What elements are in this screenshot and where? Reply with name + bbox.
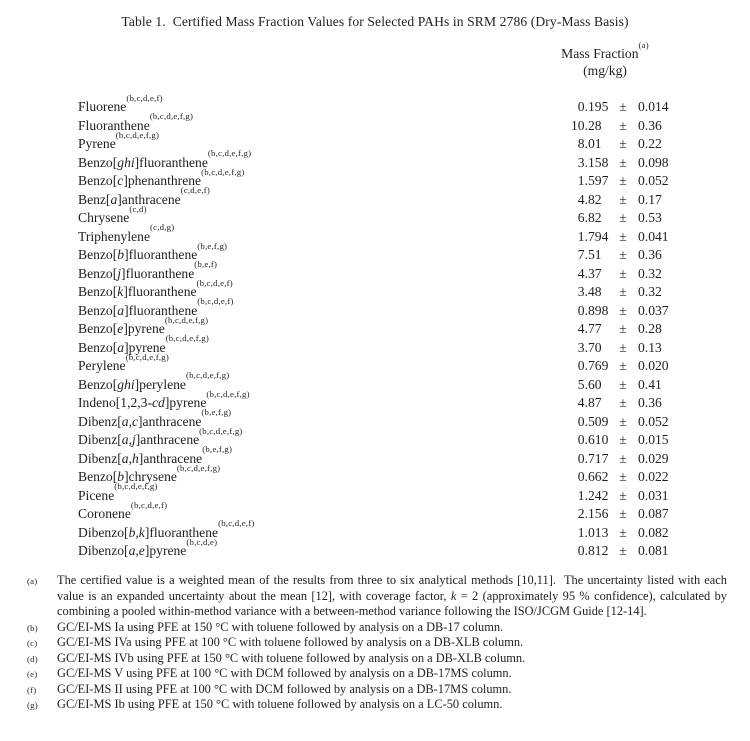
footnote-refs: (b,c,d,e,f): [126, 92, 163, 103]
footnote-refs: (b,c,d,e,f,g): [115, 129, 160, 140]
mass-fraction-value: 1.794: [577, 228, 609, 244]
plus-minus-symbol: ±: [619, 413, 627, 429]
uncertainty-value: 0.32: [638, 284, 662, 299]
uncertainty-value: 0.098: [638, 154, 669, 170]
uncertainty-value: 0.36: [638, 117, 662, 133]
mass-fraction-value: 10.28: [571, 117, 602, 133]
table-row: [78, 431, 708, 450]
compound-name: Triphenylene$^{(c,d,g)}$: [78, 222, 175, 244]
footnote-marker: (a): [27, 576, 38, 586]
footnote: [0, 682, 750, 698]
table-row: [78, 394, 708, 413]
compound-name: Benzo[c]phenanthrene$^{(b,c,d,e,f,g)}$: [78, 166, 245, 188]
compound-name: Perylene$^{(b,c,d,e,f,g)}$: [78, 351, 169, 373]
footnote-refs: (b,c,d,e,f): [130, 499, 168, 510]
uncertainty-value: 0.22: [638, 136, 662, 151]
mass-fraction-value: 6.82: [577, 210, 602, 225]
footnote: [0, 635, 750, 651]
uncertainty-value: 0.41: [638, 376, 662, 392]
uncertainty-value: 0.015: [638, 432, 669, 447]
footnote-refs: (b,c,d,e,f,g): [164, 314, 209, 325]
table-row: [78, 542, 708, 561]
mass-fraction-value: 1.597: [577, 173, 609, 188]
mass-fraction-value: 0.717: [577, 450, 609, 466]
plus-minus-symbol: ±: [619, 469, 627, 484]
mass-fraction-value: 8.01: [577, 136, 602, 151]
table-row: [78, 117, 708, 136]
mass-fraction-value: 3.48: [577, 284, 602, 299]
compound-name: Indeno[1,2,3-cd]pyrene$^{(b,c,d,e,f,g)}$: [78, 388, 250, 410]
footnote: [0, 620, 750, 636]
plus-minus-symbol: ±: [619, 302, 627, 318]
compound-name: Benzo[e]pyrene$^{(b,c,d,e,f,g)}$: [78, 314, 209, 336]
plus-minus-symbol: ±: [619, 432, 627, 447]
compound-name: Dibenzo[b,k]fluoranthene$^{(b,c,d,e,f)}$: [78, 518, 255, 540]
footnote-refs: (b,c,d,e,f,g): [201, 166, 245, 177]
mass-fraction-value: 0.509: [577, 413, 609, 429]
mass-fraction-value: 4.82: [577, 191, 602, 207]
footnote-refs: (b,e,f,g): [202, 444, 233, 455]
footnote-refs: (b,c,d,e,f,g): [206, 388, 250, 399]
compound-name: Benzo[a]pyrene$^{(b,c,d,e,f,g)}$: [78, 333, 209, 355]
uncertainty-value: 0.36: [638, 395, 662, 410]
table-row: [78, 450, 708, 469]
footnote-refs: (b,c,d,e,f,g): [149, 111, 194, 122]
mass-fraction-value: 0.662: [577, 469, 609, 484]
footnote: [0, 666, 750, 682]
table-row: [78, 487, 708, 506]
footnote-refs: (b,c,d,e,f,g): [176, 462, 221, 473]
mass-fraction-value: 0.195: [577, 99, 609, 114]
uncertainty-value: 0.082: [638, 524, 669, 540]
mass-fraction-value: 0.610: [577, 432, 609, 447]
plus-minus-symbol: ±: [619, 154, 627, 170]
mass-fraction-value: 0.812: [577, 543, 609, 558]
footnote-text: GC/EI-MS IVa using PFE at 100 °C with toluene followed by analysis on a DB-XLB column.: [57, 635, 524, 649]
uncertainty-value: 0.32: [638, 265, 662, 281]
plus-minus-symbol: ±: [619, 487, 627, 503]
footnote-text: GC/EI-MS Ib using PFE at 150 °C with toluene followed by analysis on a LC-50 column.: [57, 697, 503, 711]
mass-fraction-column-header: [520, 39, 690, 79]
footnote: [0, 651, 750, 667]
mass-fraction-value: 1.013: [577, 524, 609, 540]
plus-minus-symbol: ±: [619, 524, 627, 540]
footnote-marker: (d): [27, 653, 38, 664]
compound-name: Benzo[k]fluoranthene$^{(b,c,d,e,f)}$: [78, 277, 233, 299]
uncertainty-value: 0.13: [638, 339, 662, 355]
footnote-refs: (b,c,d,e,f,g): [165, 333, 209, 344]
uncertainty-value: 0.041: [638, 228, 669, 244]
table-row: [78, 172, 708, 191]
footnote-text: GC/EI-MS IVb using PFE at 150 °C with toluene followed by analysis on a DB-XLB column.: [57, 650, 526, 665]
footnote-refs: (b,c,d,e): [186, 536, 218, 547]
table-row: [78, 246, 708, 265]
plus-minus-symbol: ±: [619, 99, 627, 114]
uncertainty-value: 0.36: [638, 247, 662, 262]
uncertainty-value: 0.052: [638, 413, 669, 429]
footnote-refs: (b,e,f,g): [201, 407, 232, 418]
mass-fraction-value: 1.242: [577, 487, 609, 503]
uncertainty-value: 0.28: [638, 321, 662, 336]
uncertainty-value: 0.53: [638, 210, 662, 225]
footnote-refs: (b,c,d,e,f,g): [185, 370, 230, 381]
compound-name: Chrysene$^{(c,d)}$: [78, 203, 147, 225]
uncertainty-value: 0.029: [638, 450, 669, 466]
footnote-refs: (b,c,d,e,f,g): [207, 148, 252, 159]
column-header-text: Mass Fraction: [561, 46, 639, 61]
footnote: [0, 573, 750, 620]
footnote-text: GC/EI-MS Ia using PFE at 150 °C with toluene followed by analysis on a DB-17 column.: [57, 619, 504, 634]
uncertainty-value: 0.037: [638, 302, 669, 318]
footnote-refs: (b,c,d,e,f,g): [114, 481, 158, 492]
uncertainty-value: 0.17: [638, 191, 662, 207]
footnote-text: The certified value is a weighted mean of the results from three to six analytical methods [10,11]. The uncertainty listed with each value is an expanded uncertainty about the mean [12], with coverage factor, k = 2 (approximately 95 % confidence), calculated by combining a pooled within-method variance with a between-method variance following the ISO/JCGM Guide [12-14].: [57, 573, 727, 618]
footnote-text: GC/EI-MS II using PFE at 100 °C with DCM followed by analysis on a DB-17MS column.: [57, 681, 512, 696]
footnote-marker: (f): [27, 684, 37, 695]
uncertainty-value: 0.081: [638, 543, 669, 558]
footnote-text: GC/EI-MS V using PFE at 100 °C with DCM followed by analysis on a DB-17MS column.: [57, 666, 512, 680]
footnote-marker: (g): [27, 700, 38, 710]
compound-name: Benzo[ghi]perylene$^{(b,c,d,e,f,g)}$: [78, 370, 230, 392]
footnote-refs: (b,e,f,g): [197, 240, 228, 251]
table-row: [78, 339, 708, 358]
table-row: [78, 376, 708, 395]
pah-table-body: [78, 92, 708, 561]
compound-name: Dibenz[a,c]anthracene$^{(b,e,f,g)}$: [78, 407, 232, 429]
plus-minus-symbol: ±: [619, 450, 627, 466]
plus-minus-symbol: ±: [619, 358, 627, 373]
mass-fraction-value: 0.898: [577, 302, 609, 318]
table-row: [78, 191, 708, 210]
footnote: [0, 697, 750, 713]
compound-name: Benzo[j]fluoranthene$^{(b,e,f)}$: [78, 259, 218, 281]
compound-name: Benzo[b]chrysene$^{(b,c,d,e,f,g)}$: [78, 462, 221, 484]
compound-name: Dibenz[a,h]anthracene$^{(b,e,f,g)}$: [78, 444, 233, 466]
uncertainty-value: 0.087: [638, 506, 669, 521]
compound-name: Dibenzo[a,e]pyrene$^{(b,c,d,e)}$: [78, 536, 218, 558]
footnote-refs: (b,c,d,e,f,g): [199, 425, 243, 436]
plus-minus-symbol: ±: [619, 228, 627, 244]
uncertainty-value: 0.052: [638, 173, 669, 188]
plus-minus-symbol: ±: [619, 247, 627, 262]
compound-name: Picene$^{(b,c,d,e,f,g)}$: [78, 481, 158, 503]
mass-fraction-value: 4.37: [577, 265, 602, 281]
mass-fraction-value: 2.156: [577, 506, 609, 521]
plus-minus-symbol: ±: [619, 339, 627, 355]
table-row: [78, 468, 708, 487]
footnote-refs: (b,e,f): [194, 259, 218, 270]
column-header-footnote-ref: (a): [638, 39, 649, 50]
mass-fraction-value: 4.87: [577, 395, 602, 410]
footnote-refs: (b,c,d,e,f): [196, 277, 233, 288]
table-row: [78, 413, 708, 432]
uncertainty-value: 0.014: [638, 99, 669, 114]
footnote-refs: (c,d,g): [150, 222, 175, 233]
mass-fraction-value: 5.60: [577, 376, 602, 392]
uncertainty-value: 0.020: [638, 358, 669, 373]
footnote-refs: (c,d): [129, 203, 147, 214]
compound-name: Benzo[a]fluoranthene$^{(b,c,d,e,f)}$: [78, 296, 234, 318]
table-row: [78, 283, 708, 302]
table-row: [78, 524, 708, 543]
plus-minus-symbol: ±: [619, 136, 627, 151]
footnote-refs: (b,c,d,e,f): [197, 296, 234, 307]
compound-name: Benz[a]anthracene$^{(c,d,e,f)}$: [78, 185, 211, 207]
compound-name: Benzo[b]fluoranthene$^{(b,e,f,g)}$: [78, 240, 228, 262]
plus-minus-symbol: ±: [619, 284, 627, 299]
mass-fraction-value: 0.769: [577, 358, 609, 373]
table-row: [78, 505, 708, 524]
plus-minus-symbol: ±: [619, 321, 627, 336]
mass-fraction-value: 7.51: [577, 247, 602, 262]
plus-minus-symbol: ±: [619, 395, 627, 410]
compound-name: Coronene$^{(b,c,d,e,f)}$: [78, 499, 168, 521]
table-title: Table 1. Certified Mass Fraction Values for Selected PAHs in SRM 2786 (Dry-Mass Basis): [121, 14, 629, 29]
mass-fraction-value: 3.70: [577, 339, 602, 355]
footnote-refs: (b,c,d,e,f,g): [125, 351, 169, 362]
uncertainty-value: 0.022: [638, 469, 669, 484]
compound-name: Pyrene$^{(b,c,d,e,f,g)}$: [78, 129, 160, 151]
table-row: [78, 357, 708, 376]
plus-minus-symbol: ±: [619, 543, 627, 558]
compound-name: Fluoranthene$^{(b,c,d,e,f,g)}$: [78, 111, 194, 133]
footnotes: [0, 573, 750, 713]
compound-name: Fluorene$^{(b,c,d,e,f)}$: [78, 92, 163, 114]
footnote-marker: (b): [27, 622, 38, 633]
plus-minus-symbol: ±: [619, 117, 627, 133]
uncertainty-value: 0.031: [638, 487, 669, 503]
table-row: [78, 154, 708, 173]
table-row: [78, 228, 708, 247]
plus-minus-symbol: ±: [619, 210, 627, 225]
plus-minus-symbol: ±: [619, 506, 627, 521]
table-row: [78, 265, 708, 284]
column-header-unit: (mg/kg): [583, 63, 627, 78]
table-row: [78, 135, 708, 154]
column-header-label: [520, 39, 690, 62]
footnote-marker: (e): [27, 669, 38, 679]
plus-minus-symbol: ±: [619, 265, 627, 281]
compound-name: Benzo[ghi]fluoranthene$^{(b,c,d,e,f,g)}$: [78, 148, 252, 170]
plus-minus-symbol: ±: [619, 173, 627, 188]
compound-name: Dibenz[a,j]anthracene$^{(b,c,d,e,f,g)}$: [78, 425, 243, 447]
footnote-refs: (c,d,e,f): [180, 185, 211, 196]
pah-table: [78, 92, 708, 561]
plus-minus-symbol: ±: [619, 376, 627, 392]
mass-fraction-value: 3.158: [577, 154, 609, 170]
footnote-marker: (c): [27, 638, 38, 648]
plus-minus-symbol: ±: [619, 191, 627, 207]
mass-fraction-value: 4.77: [577, 321, 602, 336]
footnote-refs: (b,c,d,e,f): [218, 518, 255, 529]
